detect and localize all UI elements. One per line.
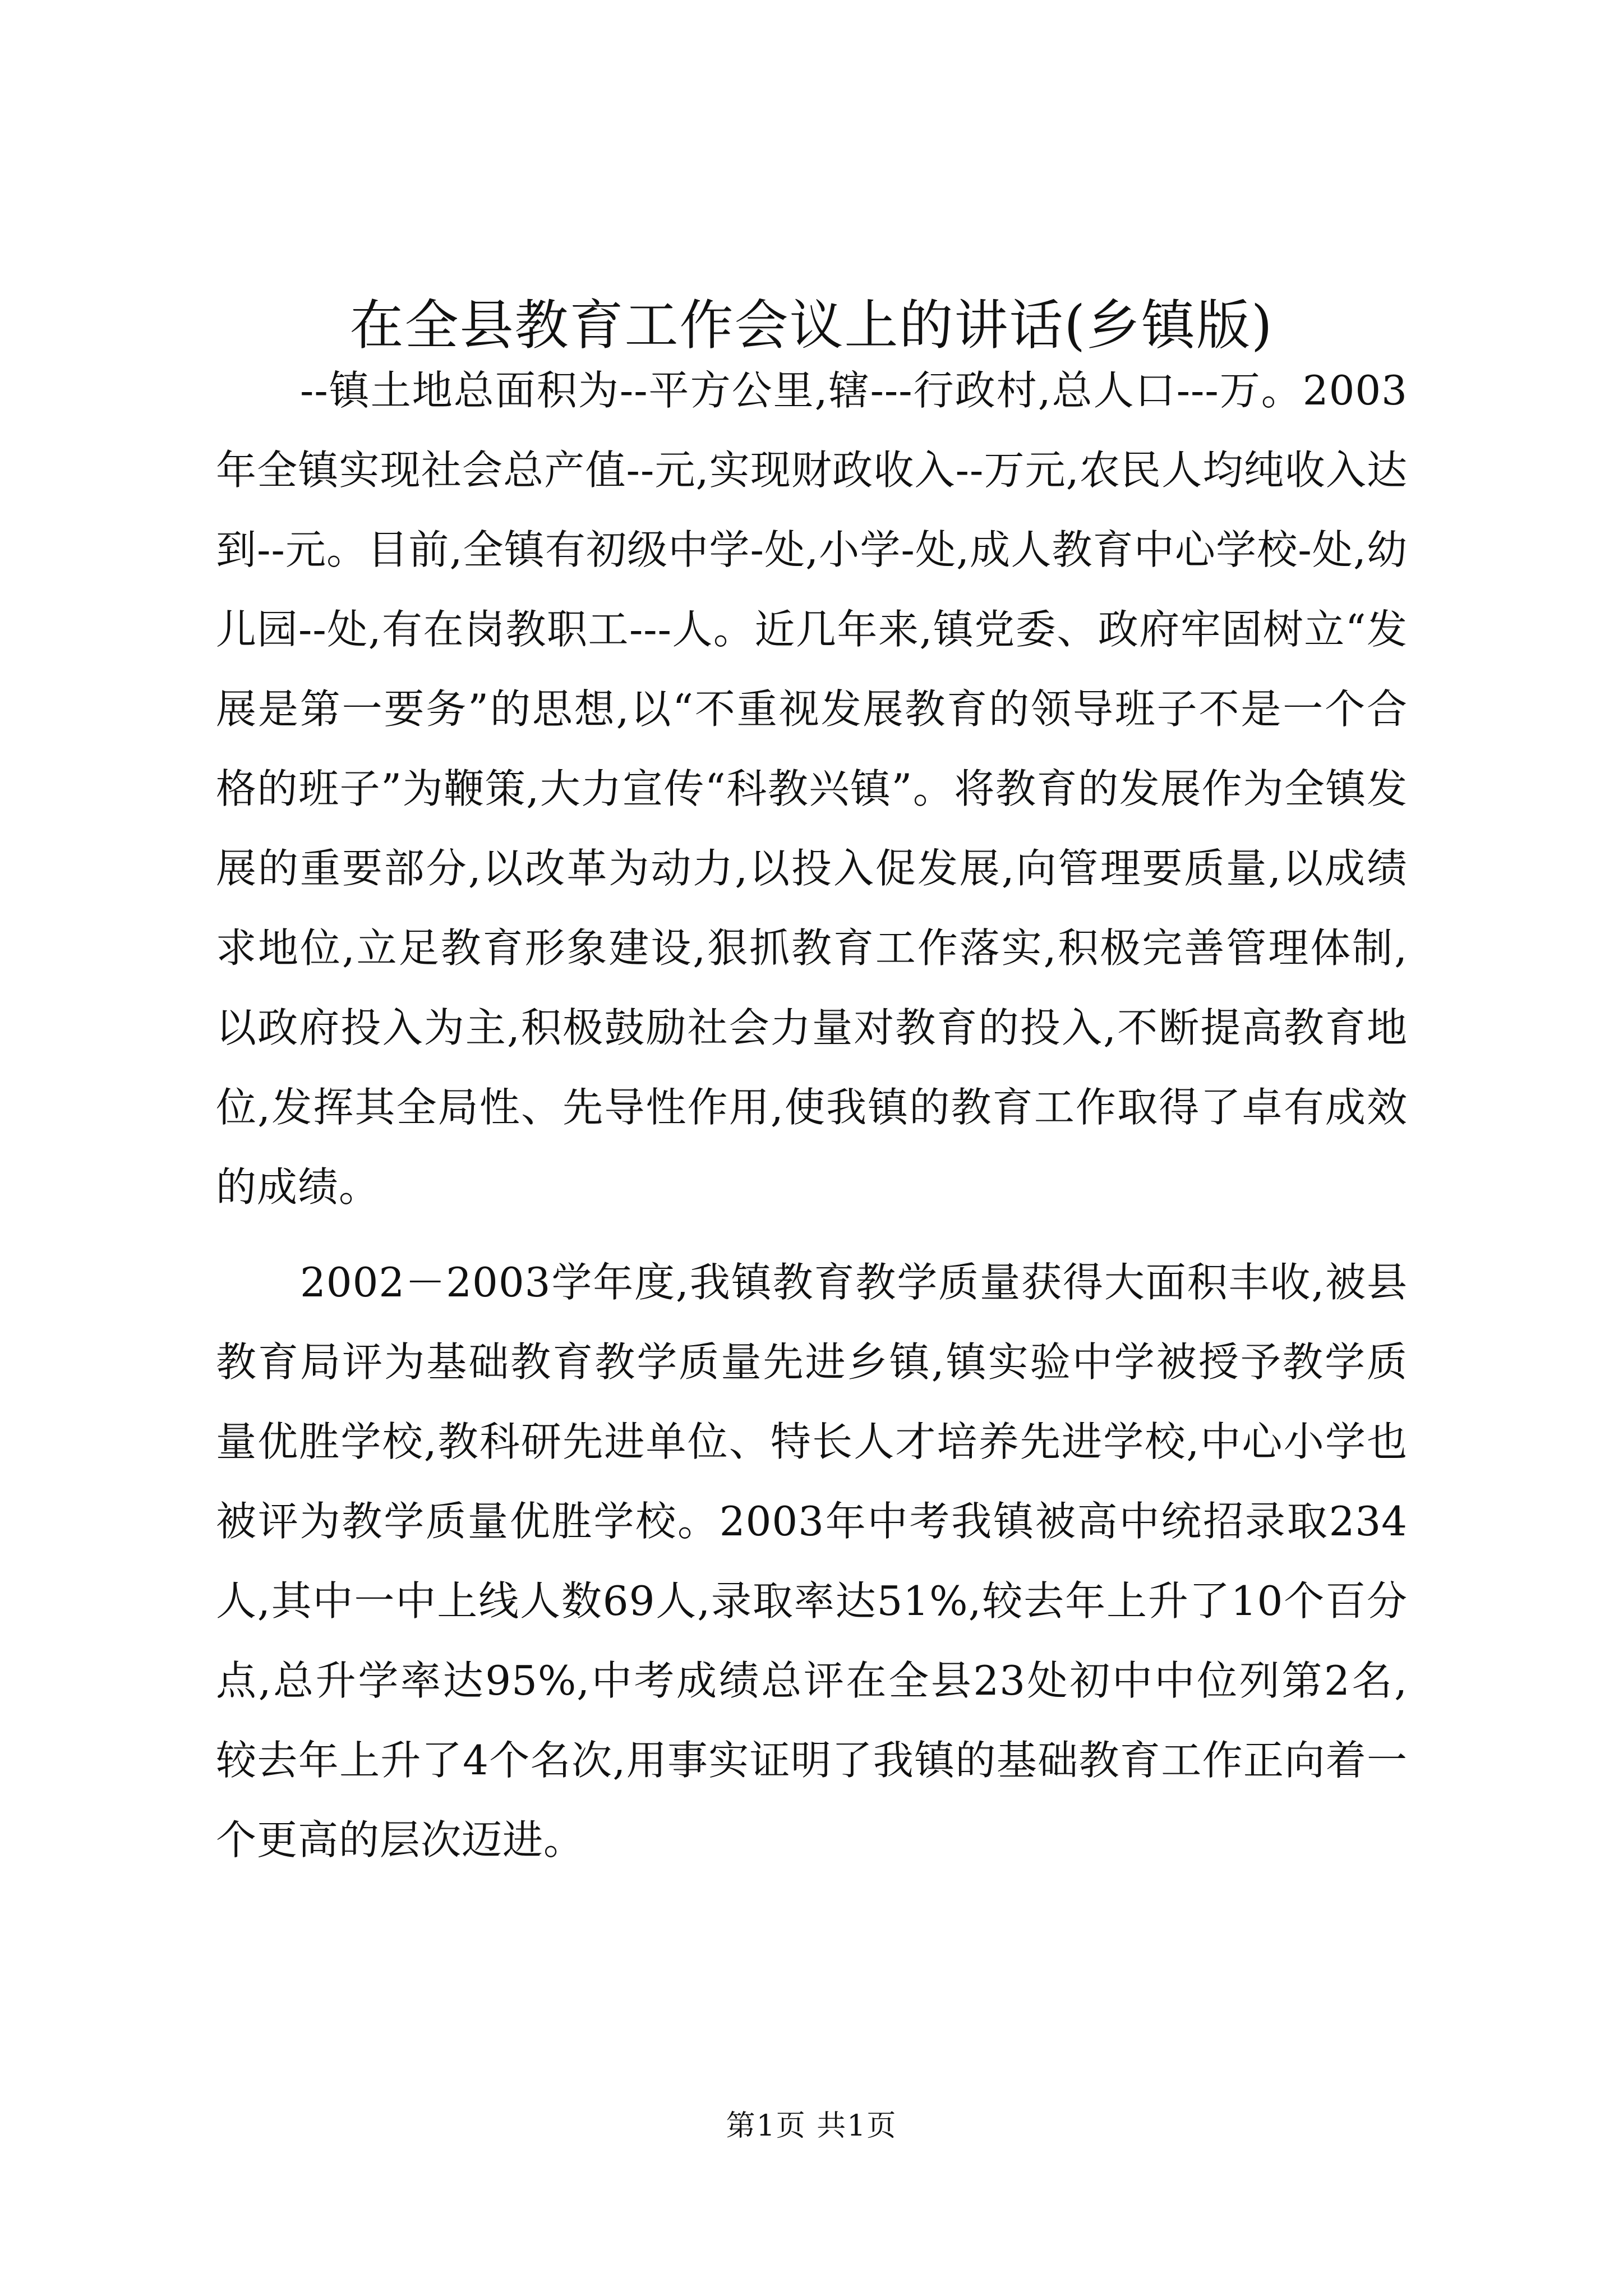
paragraph-1: --镇土地总面积为--平方公里,辖---行政村,总人口---万。2003年全镇实现社会总产值--元,实现财政收入--万元,农民人均纯收入达到--元。目前,全镇有初级中学-处,小学-处,成人教育中心学校-处,幼儿园--处,有在岗教职工---人。近几年来,镇党委、政府牢固树立“发展是第一要务”的思想,以“不重视发展教育的领导班子不是一个合格的班子”为鞭策,大力宣传“科教兴镇”。将教育的发展作为全镇发展的重要部分,以改革为动力,以投入促发展,向管理要质量,以成绩求地位,立足教育形象建设,狠抓教育工作落实,积极完善管理体制,以政府投入为主,积极鼓励社会力量对教育的投入,不断提高教育地位,发挥其全局性、先导性作用,使我镇的教育工作取得了卓有成效的成绩。 — [216, 367, 1408, 1211]
document-body — [216, 351, 1408, 1880]
paragraph-2: 2002－2003学年度,我镇教育教学质量获得大面积丰收,被县教育局评为基础教育教学质量先进乡镇,镇实验中学被授予教学质量优胜学校,教科研先进单位、特长人才培养先进学校,中心小学也被评为教学质量优胜学校。2003年中考我镇被高中统招录取234人,其中一中上线人数69人,录取率达51%,较去年上升了10个百分点,总升学率达95%,中考成绩总评在全县23处初中中位列第2名,较去年上升了4个名次,用事实证明了我镇的基础教育工作正向着一个更高的层次迈进。 — [216, 1259, 1408, 1864]
page-number-footer: 第1页 共1页 — [726, 2109, 897, 2143]
document-title: 在全县教育工作会议上的讲话(乡镇版) — [349, 294, 1274, 357]
